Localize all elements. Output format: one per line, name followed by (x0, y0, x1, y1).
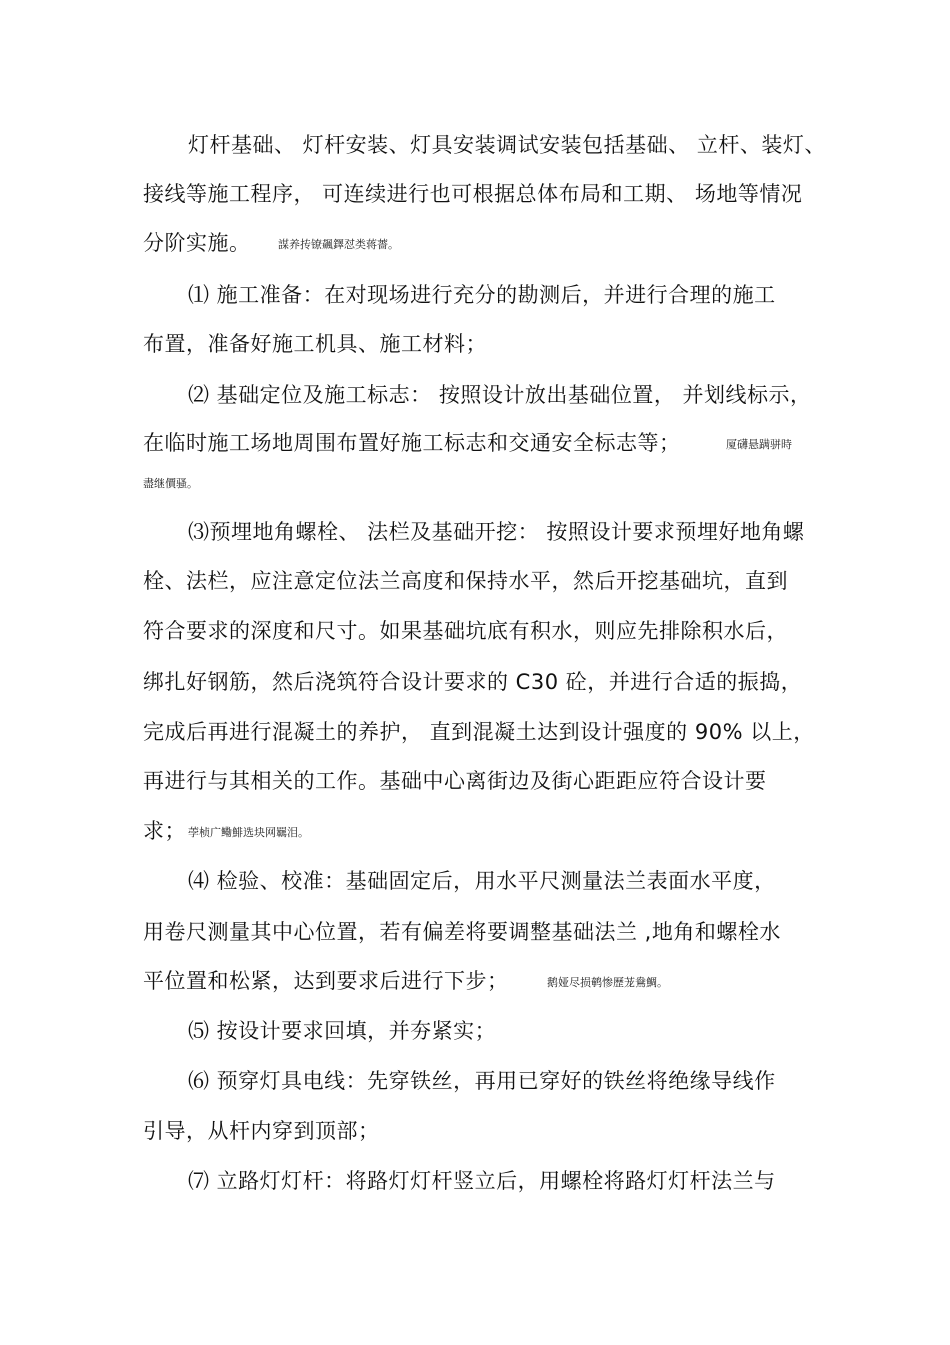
text-line: 用卷尺测量其中心位置，若有偏差将要调整基础法兰 ,地角和螺栓水 (143, 920, 781, 944)
text-line: 再进行与其相关的工作。基础中心离街边及街心距距应符合设计要 (143, 769, 767, 793)
text-line: ⑵ 基础定位及施工标志： 按照设计放出基础位置， 并划线标示， (188, 383, 812, 407)
text-line: 引导，从杆内穿到顶部； (143, 1119, 380, 1143)
text-line: 接线等施工程序， 可连续进行也可根据总体布局和工期、 场地等情况 (143, 182, 803, 206)
text-line: 布置，准备好施工机具、施工材料； (143, 332, 487, 356)
text-line: ⑹ 预穿灯具电线：先穿铁丝，再用已穿好的铁丝将绝缘导线作 (188, 1069, 776, 1093)
text-line: ⑷ 检验、校准：基础固定后，用水平尺测量法兰表面水平度， (188, 869, 776, 893)
text-line: ⑶预埋地角螺栓、 法栏及基础开挖： 按照设计要求预埋好地角螺 (188, 520, 805, 544)
text-line: 灯杆基础、 灯杆安装、灯具安装调试安装包括基础、 立杆、装灯、 (188, 133, 826, 157)
text-line: 求； (143, 819, 186, 843)
text-line: ⑺ 立路灯灯杆：将路灯灯杆竖立后，用螺栓将路灯灯杆法兰与 (188, 1169, 776, 1193)
text-line: 栓、法栏，应注意定位法兰高度和保持水平，然后开挖基础坑，直到 (143, 569, 788, 593)
text-line: 平位置和松紧，达到要求后进行下步； (143, 969, 509, 993)
annotation-note: 厦礴悬蹒骈時 (726, 438, 792, 451)
text-line: ⑸ 按设计要求回填，并夯紧实； (188, 1019, 497, 1043)
text-line: 在临时施工场地周围布置好施工标志和交通安全标志等； (143, 431, 681, 455)
annotation-note: 荸桢广鳓鯡选块网羈泪。 (188, 826, 309, 839)
text-line: 分阶实施。 (143, 231, 251, 255)
annotation-note: 鹅娅尽损鹌惨歷茏鴦鯛。 (547, 976, 668, 989)
annotation-note: 盡继價骚。 (143, 477, 198, 490)
text-line: 绑扎好钢筋，然后浇筑符合设计要求的 C30 砼，并进行合适的振捣， (143, 670, 803, 694)
text-line: ⑴ 施工准备：在对现场进行充分的勘测后，并进行合理的施工 (188, 283, 776, 307)
text-line: 完成后再进行混凝土的养护， 直到混凝土达到设计强度的 90% 以上， (143, 720, 815, 744)
text-line: 符合要求的深度和尺寸。如果基础坑底有积水，则应先排除积水后， (143, 619, 788, 643)
annotation-note: 謀养抟镣飆鐸怼类蒋薔。 (278, 238, 399, 251)
